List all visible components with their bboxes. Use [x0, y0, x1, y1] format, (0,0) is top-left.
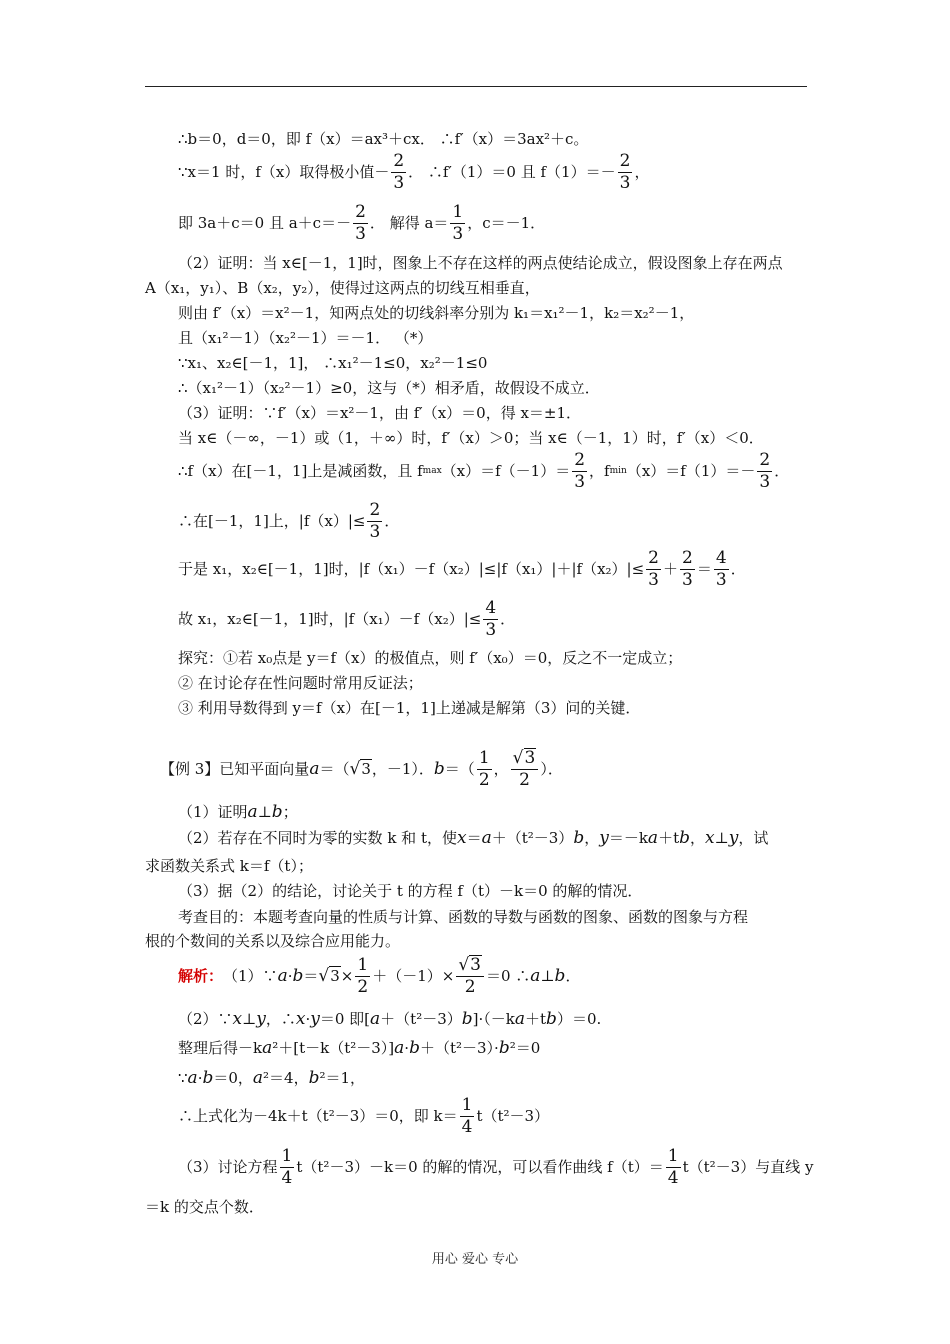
denominator: 4 — [281, 1167, 293, 1188]
vector-b: b — [202, 1068, 214, 1088]
vector-x: x — [456, 828, 467, 848]
vector-a: a — [262, 1038, 273, 1058]
fraction — [477, 748, 492, 791]
numerator: 2 — [759, 449, 771, 470]
text-segment: ⊥ — [714, 829, 729, 847]
text-line — [178, 1066, 365, 1090]
vector-a: a — [252, 1068, 264, 1088]
text-segment: ∴在[－1，1]上，|f（x）|≤ — [178, 512, 366, 530]
text-segment: ⊥ — [257, 803, 272, 821]
text-segment: ， — [634, 163, 650, 181]
text-segment: （1）证明 — [178, 803, 248, 821]
denominator: 3 — [393, 172, 405, 193]
text-segment: × — [340, 967, 354, 985]
text-segment: ＝ — [696, 560, 712, 578]
denominator: 4 — [461, 1116, 473, 1137]
text-line: 且（x₁²－1）（x₂²－1）＝－1． （*） — [178, 329, 433, 347]
denominator: 3 — [619, 172, 631, 193]
vector-b: b — [679, 828, 690, 848]
vector-a: a — [514, 1009, 526, 1029]
radicand: 3 — [330, 967, 340, 985]
header-rule — [145, 86, 807, 87]
vector-b: b — [433, 759, 445, 779]
denominator: 3 — [485, 619, 497, 640]
text-segment: ． ∴f′（1）＝0 且 f（1）＝－ — [408, 163, 616, 181]
numerator: 2 — [393, 150, 405, 171]
text-segment: （x）＝f（1）＝－ — [626, 462, 756, 480]
text-line: 求函数关系式 k＝f（t）； — [145, 857, 313, 875]
numerator — [511, 748, 539, 770]
sqrt-3 — [458, 955, 482, 975]
numerator — [456, 955, 484, 977]
numerator: 2 — [574, 449, 586, 470]
text-segment: ， — [493, 760, 509, 778]
text-line — [178, 1036, 540, 1060]
vector-y: y — [310, 1009, 320, 1029]
denominator: 3 — [452, 223, 464, 244]
text-line: 考查目的：本题考查向量的性质与计算、函数的导数与函数的图象、函数的图象与方程 — [178, 908, 749, 926]
text-segment: ． — [384, 512, 400, 530]
text-line — [178, 596, 515, 642]
text-segment: ⊥ — [242, 1010, 257, 1028]
text-line — [178, 1144, 813, 1190]
radical-sign: √ — [512, 747, 524, 768]
text-segment: ²＋[t－k（t²－3）] — [272, 1039, 395, 1057]
vector-a: a — [247, 802, 258, 822]
text-segment: 整理后得－k — [178, 1039, 263, 1057]
radical-sign: √ — [458, 954, 470, 975]
text-segment: ＝0 ∴ — [485, 967, 531, 985]
sqrt-3 — [318, 966, 340, 986]
vector-a: a — [370, 1009, 381, 1029]
fraction — [572, 450, 587, 493]
text-segment: ＋（t²－3）· — [419, 1039, 499, 1057]
text-line: ∴b＝0，d＝0，即 f（x）＝ax³＋cx． ∴f′（x）＝3ax²＋c。 — [178, 130, 589, 148]
vector-y: y — [728, 828, 739, 848]
text-line — [178, 1093, 549, 1139]
text-line: （3）据（2）的结论，讨论关于 t 的方程 f（t）－k＝0 的解的情况． — [178, 882, 643, 900]
denominator: 3 — [574, 471, 586, 492]
numerator: 2 — [619, 150, 631, 171]
subscript: max — [422, 466, 442, 476]
numerator: 1 — [461, 1094, 473, 1115]
text-segment: ，－1）． — [371, 760, 434, 778]
text-segment: ， — [584, 829, 600, 847]
numerator: 2 — [369, 499, 381, 520]
text-segment: （3）讨论方程 — [178, 1158, 278, 1176]
text-line — [178, 826, 768, 850]
fraction — [511, 748, 539, 791]
fraction — [353, 202, 368, 245]
vector-b: b — [573, 828, 585, 848]
text-line — [178, 150, 649, 194]
text-segment: ＋ — [663, 560, 679, 578]
numerator: 1 — [452, 201, 464, 222]
numerator: 2 — [648, 547, 659, 568]
text-segment: ，∴ — [265, 1010, 296, 1028]
text-segment: ＋（t²－3） — [491, 829, 574, 847]
denominator: 3 — [369, 521, 381, 542]
numerator: 2 — [682, 547, 693, 568]
fraction — [714, 548, 729, 591]
vector-b: b — [461, 1009, 473, 1029]
vector-a: a — [530, 966, 541, 986]
text-line: ∴（x₁²－1）（x₂²－1）≥0，这与（*）相矛盾，故假设不成立． — [178, 379, 600, 397]
text-segment: ∴f（x）在[－1，1]上是减函数，且 f — [178, 462, 423, 480]
text-segment: （2）若存在不同时为零的实数 k 和 t，使 — [178, 829, 457, 847]
text-line — [178, 546, 746, 592]
vector-y: y — [256, 1009, 266, 1029]
text-line: ∵x₁、x₂∈[－1，1]， ∴x₁²－1≤0，x₂²－1≤0 — [178, 354, 488, 372]
text-segment: t（t²－3） — [476, 1107, 550, 1125]
numerator: 1 — [667, 1145, 679, 1166]
text-segment: ]·（－k — [472, 1010, 515, 1028]
text-line: 根的个数间的关系以及综合应用能力。 — [145, 932, 401, 950]
radicand: 3 — [361, 760, 371, 778]
text-line — [178, 448, 789, 494]
fraction — [355, 955, 370, 998]
text-segment: ⊥ — [540, 967, 555, 985]
numerator: 1 — [357, 954, 369, 975]
text-segment: ）． — [540, 760, 563, 778]
text-segment: ²＝4， — [263, 1069, 309, 1087]
vector-a: a — [647, 828, 659, 848]
radical-sign: √ — [349, 759, 361, 779]
radicand: 3 — [470, 954, 481, 975]
text-segment: ． 解得 a＝ — [369, 214, 449, 232]
solution-label: 解析： — [178, 967, 224, 985]
text-segment: · — [287, 967, 293, 985]
text-segment: ，试 — [738, 829, 769, 847]
text-line — [178, 498, 399, 544]
text-line — [178, 1007, 601, 1031]
numerator: 4 — [485, 597, 497, 618]
radicand: 3 — [524, 747, 536, 768]
text-line: ＝k 的交点个数． — [145, 1198, 264, 1216]
text-line: 则由 f′（x）＝x²－1，知两点处的切线斜率分别为 k₁＝x₁²－1，k₂＝x₂²－1， — [178, 304, 695, 322]
denominator: 3 — [355, 223, 366, 244]
text-line: ② 在讨论存在性问题时常用反证法； — [178, 674, 423, 692]
text-segment: ＝ — [303, 967, 319, 985]
text-segment: ． — [500, 610, 516, 628]
text-segment: ＝（ — [444, 760, 475, 778]
subscript: min — [609, 466, 627, 476]
text-segment: 即 3a＋c＝0 且 a＋c＝－ — [178, 214, 352, 232]
text-line — [178, 800, 298, 824]
text-segment: 故 x₁，x₂∈[－1，1]时，|f（x₁）－f（x₂）|≤ — [178, 610, 482, 628]
text-segment: （2）∵ — [178, 1010, 233, 1028]
vector-a: a — [481, 828, 492, 848]
vector-y: y — [599, 828, 609, 848]
text-line: ③ 利用导数得到 y＝f（x）在[－1，1]上递减是解第（3）问的关键． — [178, 699, 641, 717]
text-segment: ²＝0 — [509, 1039, 541, 1057]
text-segment: ＝0 即[ — [319, 1010, 371, 1028]
denominator: 3 — [715, 569, 727, 590]
denominator: 2 — [464, 976, 476, 997]
text-segment: · — [404, 1039, 410, 1057]
text-segment: · — [305, 1010, 311, 1028]
text-line: 当 x∈（－∞，－1）或（1，＋∞）时，f′（x）＞0；当 x∈（－1，1）时，f′（x）＜0． — [178, 429, 764, 447]
text-segment: ； — [282, 803, 298, 821]
text-segment: ． — [565, 967, 581, 985]
example-heading — [160, 745, 563, 793]
numerator: 1 — [281, 1145, 293, 1166]
page-footer: 用心 爱心 专心 — [431, 1252, 519, 1267]
fraction — [456, 955, 484, 998]
fraction — [450, 202, 465, 245]
text-segment: ∵ — [178, 1069, 188, 1087]
sqrt-3 — [513, 748, 537, 768]
text-line — [178, 952, 580, 1000]
fraction — [391, 151, 406, 194]
fraction — [757, 450, 772, 493]
sqrt-3 — [349, 759, 371, 779]
text-segment: 【例 3】已知平面向量 — [160, 760, 310, 778]
text-segment: ＋t — [525, 1010, 547, 1028]
vector-b: b — [546, 1009, 557, 1029]
text-segment: ∴上式化为－4k＋t（t²－3）＝0，即 k＝ — [178, 1107, 458, 1125]
fraction — [680, 548, 695, 591]
denominator: 3 — [648, 569, 659, 590]
text-segment: ＝（ — [319, 760, 350, 778]
denominator: 2 — [519, 769, 530, 790]
text-line: （2）证明：当 x∈[－1，1]时，图象上不存在这样的两点使结论成立，假设图象上存在两点 — [178, 254, 783, 272]
denominator: 4 — [667, 1167, 679, 1188]
fraction — [646, 548, 661, 591]
text-segment: ∵x＝1 时，f（x）取得极小值－ — [178, 163, 390, 181]
text-segment: ）＝0. — [556, 1010, 602, 1028]
numerator: 1 — [478, 747, 490, 768]
text-segment: ＋（－1）× — [372, 967, 455, 985]
text-segment: （x）＝f（－1）＝ — [441, 462, 571, 480]
text-segment: 于是 x₁，x₂∈[－1，1]时，|f（x₁）－f（x₂）|≤|f（x₁）|＋|f（x₂）|≤ — [178, 560, 645, 578]
fraction — [618, 151, 633, 194]
text-segment: ＝－k — [608, 829, 648, 847]
vector-a: a — [394, 1038, 405, 1058]
text-line: （3）证明：∵f′（x）＝x²－1，由 f′（x）＝0，得 x＝±1． — [178, 404, 582, 422]
vector-b: b — [498, 1038, 510, 1058]
text-segment: ＋t — [658, 829, 680, 847]
denominator: 3 — [682, 569, 693, 590]
vector-x: x — [295, 1009, 306, 1029]
fraction — [280, 1146, 295, 1189]
text-segment: ，c＝－1． — [467, 214, 546, 232]
text-line: 探究：①若 x₀点是 y＝f（x）的极值点，则 f′（x₀）＝0，反之不一定成立； — [178, 649, 683, 667]
vector-a: a — [187, 1068, 198, 1088]
text-segment: （1）∵ — [223, 967, 278, 985]
denominator: 3 — [759, 471, 771, 492]
radical-sign: √ — [318, 966, 330, 986]
text-segment: ． — [730, 560, 746, 578]
vector-a: a — [309, 759, 320, 779]
vector-b: b — [409, 1038, 420, 1058]
vector-b: b — [292, 966, 304, 986]
text-segment: t（t²－3）与直线 y — [682, 1158, 814, 1176]
vector-x: x — [232, 1009, 243, 1029]
vector-a: a — [277, 966, 288, 986]
text-segment: ， — [689, 829, 705, 847]
vector-b: b — [554, 966, 566, 986]
fraction — [483, 598, 498, 641]
text-segment: · — [197, 1069, 203, 1087]
text-segment: ²＝1， — [319, 1069, 366, 1087]
text-segment: ＝0， — [213, 1069, 253, 1087]
text-segment: ＝ — [466, 829, 482, 847]
text-segment: ＋（t²－3） — [380, 1010, 462, 1028]
fraction — [666, 1146, 681, 1189]
numerator: 4 — [715, 547, 727, 568]
text-segment: ，f — [589, 462, 610, 480]
numerator: 2 — [355, 201, 366, 222]
vector-x: x — [705, 828, 715, 848]
denominator: 2 — [357, 976, 369, 997]
text-line: A（x₁，y₁）、B（x₂，y₂），使得过这两点的切线互相垂直， — [145, 279, 540, 297]
text-segment: t（t²－3）－k＝0 的解的情况，可以看作曲线 f（t）＝ — [296, 1158, 664, 1176]
text-line — [178, 201, 545, 245]
denominator: 2 — [478, 769, 490, 790]
text-segment: ． — [774, 462, 790, 480]
fraction — [367, 500, 382, 543]
fraction — [460, 1095, 475, 1138]
vector-b: b — [271, 802, 283, 822]
vector-b: b — [308, 1068, 320, 1088]
